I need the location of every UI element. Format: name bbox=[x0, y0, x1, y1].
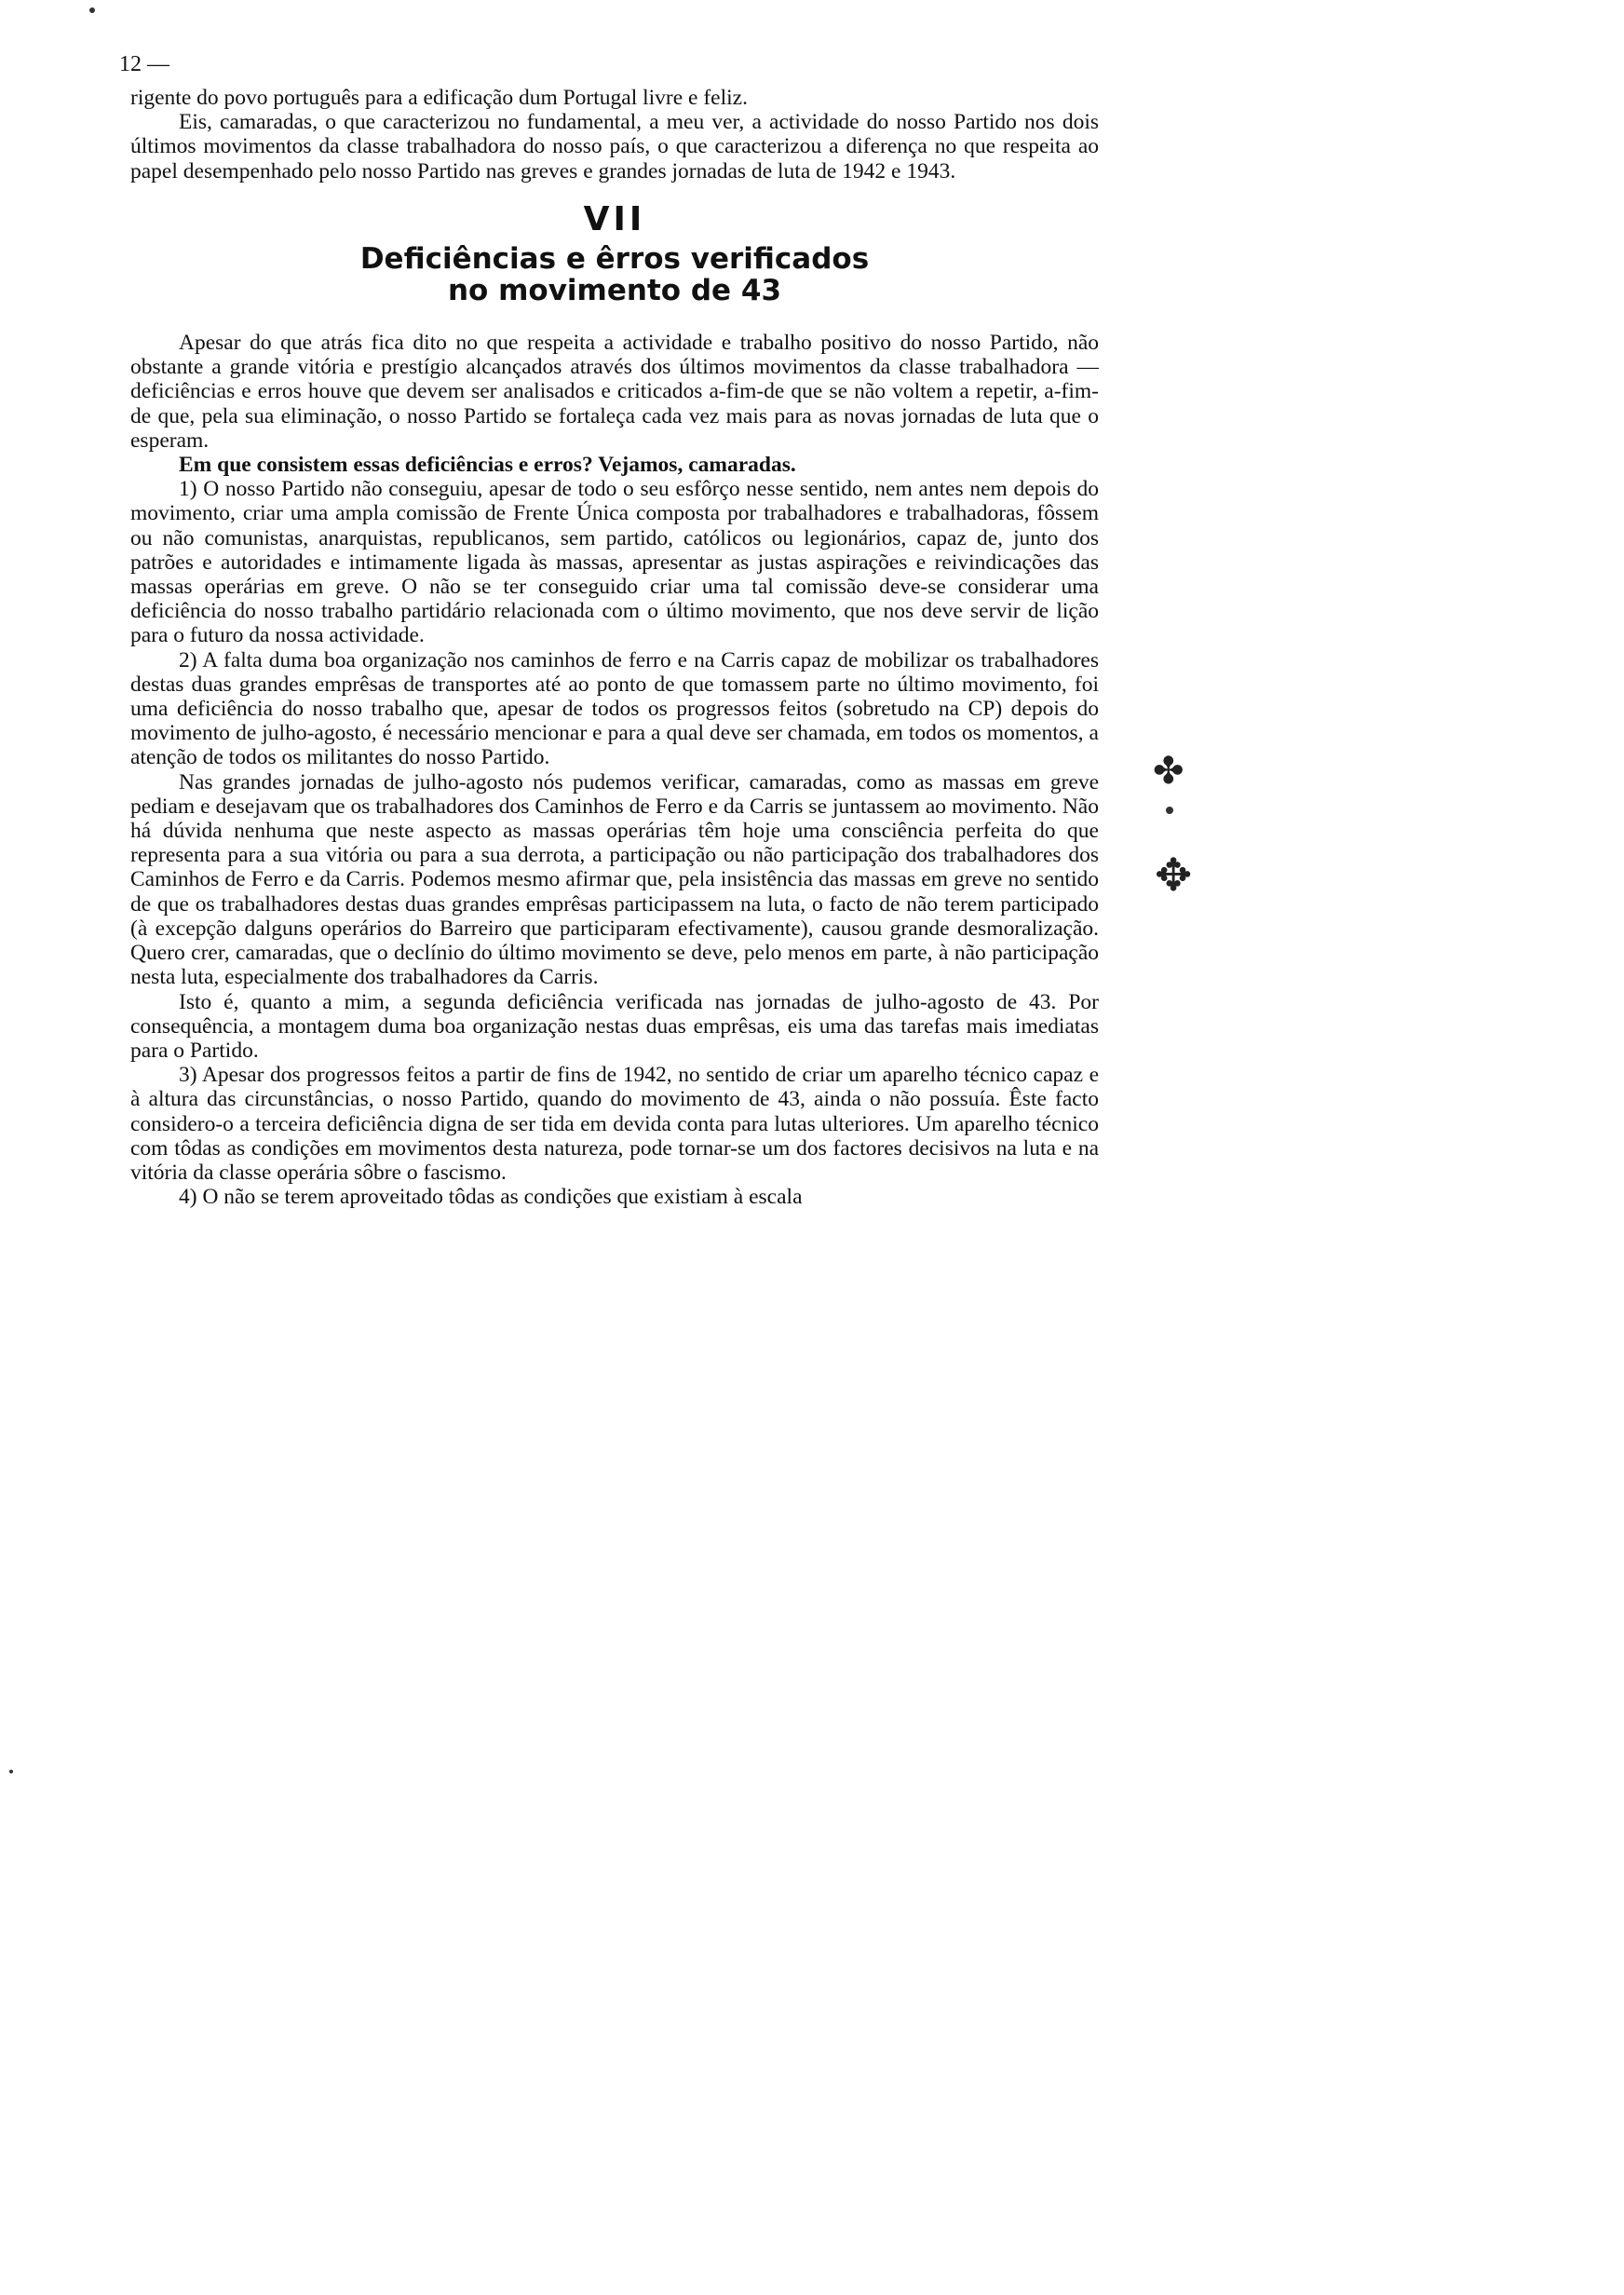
paragraph: Nas grandes jornadas de julho-agosto nós pudemos verificar, camaradas, como as massas em greve pediam e desejavam que os trabalhadores dos Caminhos de Ferro e da Carris se juntassem ao movimento. Não há dúvida nenhuma que neste aspecto as massas operárias têm hoje uma consciência perfeita do que representa para a sua vitória ou para a sua derrota, a participação ou não participação dos trabalhadores dos Caminhos de Ferro e da Carris. Podemos mesmo afirmar que, pela insistência das massas em greve no sentido de que os trabalhadores destas duas grandes emprêsas participassem na luta, o facto de não terem participado (à excepção dalguns operários do Barreiro que participaram efectivamente), causou grande desmoralização. Quero crer, camaradas, que o declínio do último movimento se deve, pelo menos em parte, à não participação nesta luta, especialmente dos trabalhadores da Carris. bbox=[130, 769, 1099, 990]
text-column bbox=[130, 86, 1099, 1209]
paragraph-continuation: rigente do povo português para a edificação dum Portugal livre e feliz. bbox=[130, 86, 748, 110]
list-item: 2) A falta duma boa organização nos caminhos de ferro e na Carris capaz de mobilizar os trabalhadores destas duas grandes emprêsas de transportes até ao ponto de que tomassem parte no último movimento, foi uma deficiência do nosso trabalho que, apesar de todos os progressos feitos (sobretudo na CP) depois do movimento de julho-agosto, é necessário mencionar e para a qual deve ser chamada, em todos os momentos, a atenção de todos os militantes do nosso Partido. bbox=[130, 647, 1099, 770]
scan-speck bbox=[9, 1770, 13, 1773]
scan-speck bbox=[89, 7, 95, 13]
paragraph: Isto é, quanto a mim, a segunda deficiência verificada nas jornadas de julho-agosto de 43. Por consequência, a montagem duma boa organização nestas duas emprêsas, eis uma das tarefas mais imediatas para o Partido. bbox=[130, 989, 1099, 1063]
list-item: 1) O nosso Partido não conseguiu, apesar de todo o seu esfôrço nesse sentido, nem antes nem depois do movimento, criar uma ampla comissão de Frente Única composta por trabalhadores e trabalhadoras, fôssem ou não comunistas, anarquistas, republicanos, sem partido, católicos ou legionários, capaz de, junto dos patrões e autoridades e intimamente ligada às massas, apresentar as justas aspirações e reivindicações das massas operárias em greve. O não se ter conseguido criar uma tal comissão deve-se considerar uma deficiência do nosso trabalho partidário relacionada com o último movimento, que nos deve servir de lição para o futuro da nossa actividade. bbox=[130, 477, 1099, 648]
list-item: 3) Apesar dos progressos feitos a partir de fins de 1942, no sentido de criar um aparelho técnico capaz e à altura das circunstâncias, o nosso Partido, quando do movimento de 43, ainda o não possuía. Êste facto considero-o a terceira deficiência digna de ser tida em devida conta para lutas ulteriores. Um aparelho técnico com tôdas as condições em movimentos desta natureza, pode tornar-se um dos factores decisivos na luta e na vitória da classe operária sôbre o fascismo. bbox=[130, 1063, 1099, 1185]
paragraph: Eis, camaradas, o que caracterizou no fundamental, a meu ver, a actividade do nosso Partido nos dois últimos movimentos da classe trabalhadora do nosso país, o que caracterizou a diferença no que respeita ao papel desempenhado pelo nosso Partido nas greves e grandes jornadas de luta de 1942 e 1943. bbox=[130, 110, 1099, 183]
margin-mark-icon: ✥ bbox=[1155, 849, 1193, 902]
paragraph-question: Em que consistem essas deficiências e erros? Vejamos, camaradas. bbox=[179, 453, 796, 478]
section-title bbox=[130, 243, 1099, 306]
scan-speck bbox=[1166, 807, 1173, 814]
section-number: VII bbox=[583, 199, 646, 238]
paragraph: Apesar do que atrás fica dito no que respeita a actividade e trabalho positivo do nosso Partido, não obstante a grande vitória e prestígio alcançados através dos últimos movimentos da classe trabalhadora —deficiências e erros houve que devem ser analisados e criticados a-fim-de que se não voltem a repetir, a-fim-de que, pela sua eliminação, o nosso Partido se fortaleça cada vez mais para as novas jornadas de luta que o esperam. bbox=[130, 331, 1099, 453]
list-item: 4) O não se terem aproveitado tôdas as condições que existiam à escala bbox=[179, 1185, 803, 1210]
section-title-line: Deficiências e êrros verificados bbox=[359, 242, 870, 277]
page-number: 12 — bbox=[119, 52, 169, 76]
margin-mark-icon: ✤ bbox=[1153, 750, 1184, 793]
section-title-line: no movimento de 43 bbox=[447, 274, 782, 308]
